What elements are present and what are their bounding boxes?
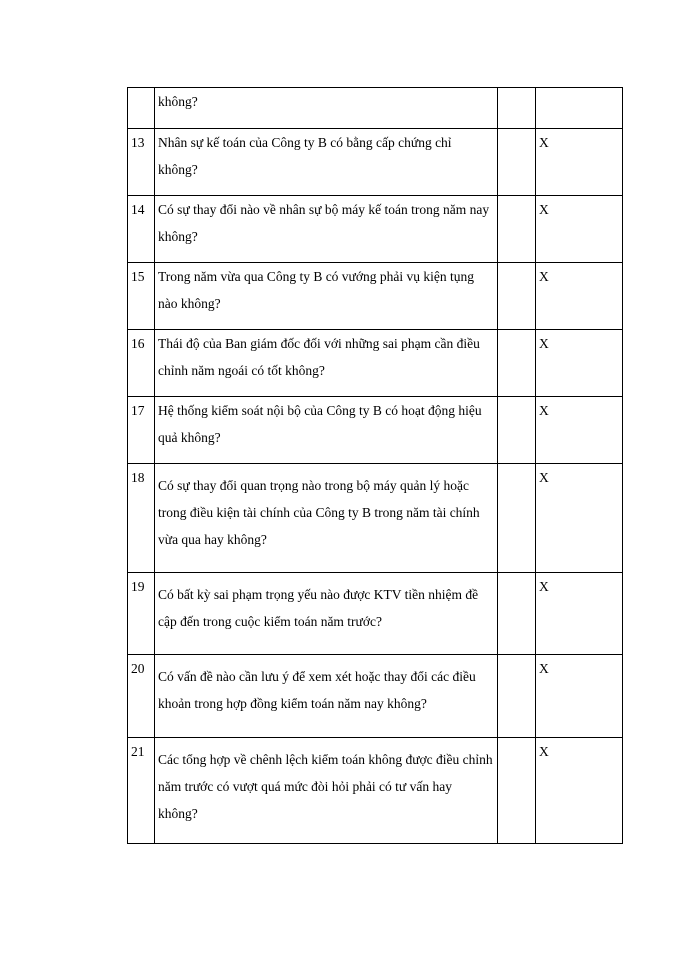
answer-yes-cell [498, 129, 536, 196]
answer-yes-cell [498, 196, 536, 263]
question-cell [155, 263, 498, 330]
answer-yes-cell [498, 88, 536, 129]
question-cell [155, 397, 498, 464]
question-cell [155, 196, 498, 263]
question-text: Có bất kỳ sai phạm trọng yếu nào được KTV tiền nhiệm đề cập đến trong cuộc kiểm toán năm trước? [158, 587, 479, 629]
question-text: Hệ thống kiểm soát nội bộ của Công ty B có hoạt động hiệu quả không? [158, 403, 482, 445]
table-row [128, 738, 623, 844]
question-text: Các tổng hợp về chênh lệch kiểm toán không được điều chỉnh năm trước có vượt quá mức đòi hỏi phải có tư vấn hay không? [158, 752, 493, 821]
answer-no-cell: X [536, 330, 623, 397]
question-cell [155, 88, 498, 129]
answer-yes-cell [498, 263, 536, 330]
table-row [128, 464, 623, 573]
answer-no-cell: X [536, 655, 623, 738]
question-text: Có vấn đề nào cần lưu ý để xem xét hoặc thay đổi các điều khoản trong hợp đồng kiểm toán năm nay không? [158, 669, 476, 711]
answer-no-cell: X [536, 196, 623, 263]
answer-no-cell: X [536, 129, 623, 196]
question-cell [155, 573, 498, 655]
question-text: Thái độ của Ban giám đốc đối với những sai phạm cần điều chỉnh năm ngoái có tốt không? [158, 336, 480, 378]
table-row [128, 196, 623, 263]
row-number: 17 [128, 397, 155, 464]
table-row [128, 573, 623, 655]
row-number [128, 88, 155, 129]
table-row [128, 263, 623, 330]
question-cell [155, 738, 498, 844]
question-text: Nhân sự kế toán của Công ty B có bằng cấp chứng chỉ không? [158, 135, 452, 177]
answer-yes-cell [498, 573, 536, 655]
row-number: 21 [128, 738, 155, 844]
row-number: 20 [128, 655, 155, 738]
table-row [128, 655, 623, 738]
question-text: Có sự thay đổi quan trọng nào trong bộ máy quản lý hoặc trong điều kiện tài chính của Công ty B trong năm tài chính vừa qua hay không? [158, 478, 480, 547]
question-text: không? [158, 94, 198, 109]
answer-no-cell: X [536, 397, 623, 464]
table-row [128, 129, 623, 196]
question-cell [155, 330, 498, 397]
answer-yes-cell [498, 464, 536, 573]
question-cell [155, 464, 498, 573]
question-text: Trong năm vừa qua Công ty B có vướng phải vụ kiện tụng nào không? [158, 269, 475, 311]
answer-no-cell: X [536, 464, 623, 573]
answer-yes-cell [498, 738, 536, 844]
table-row [128, 88, 623, 129]
row-number: 15 [128, 263, 155, 330]
answer-no-cell: X [536, 738, 623, 844]
answer-yes-cell [498, 330, 536, 397]
table-row [128, 397, 623, 464]
row-number: 16 [128, 330, 155, 397]
table-row [128, 330, 623, 397]
answer-no-cell: X [536, 263, 623, 330]
answer-yes-cell [498, 397, 536, 464]
answer-yes-cell [498, 655, 536, 738]
audit-checklist-table [127, 87, 623, 844]
answer-no-cell: X [536, 573, 623, 655]
question-text: Có sự thay đổi nào về nhân sự bộ máy kế toán trong năm nay không? [158, 202, 490, 244]
row-number: 14 [128, 196, 155, 263]
row-number: 13 [128, 129, 155, 196]
question-cell [155, 655, 498, 738]
answer-no-cell [536, 88, 623, 129]
question-cell [155, 129, 498, 196]
row-number: 18 [128, 464, 155, 573]
row-number: 19 [128, 573, 155, 655]
